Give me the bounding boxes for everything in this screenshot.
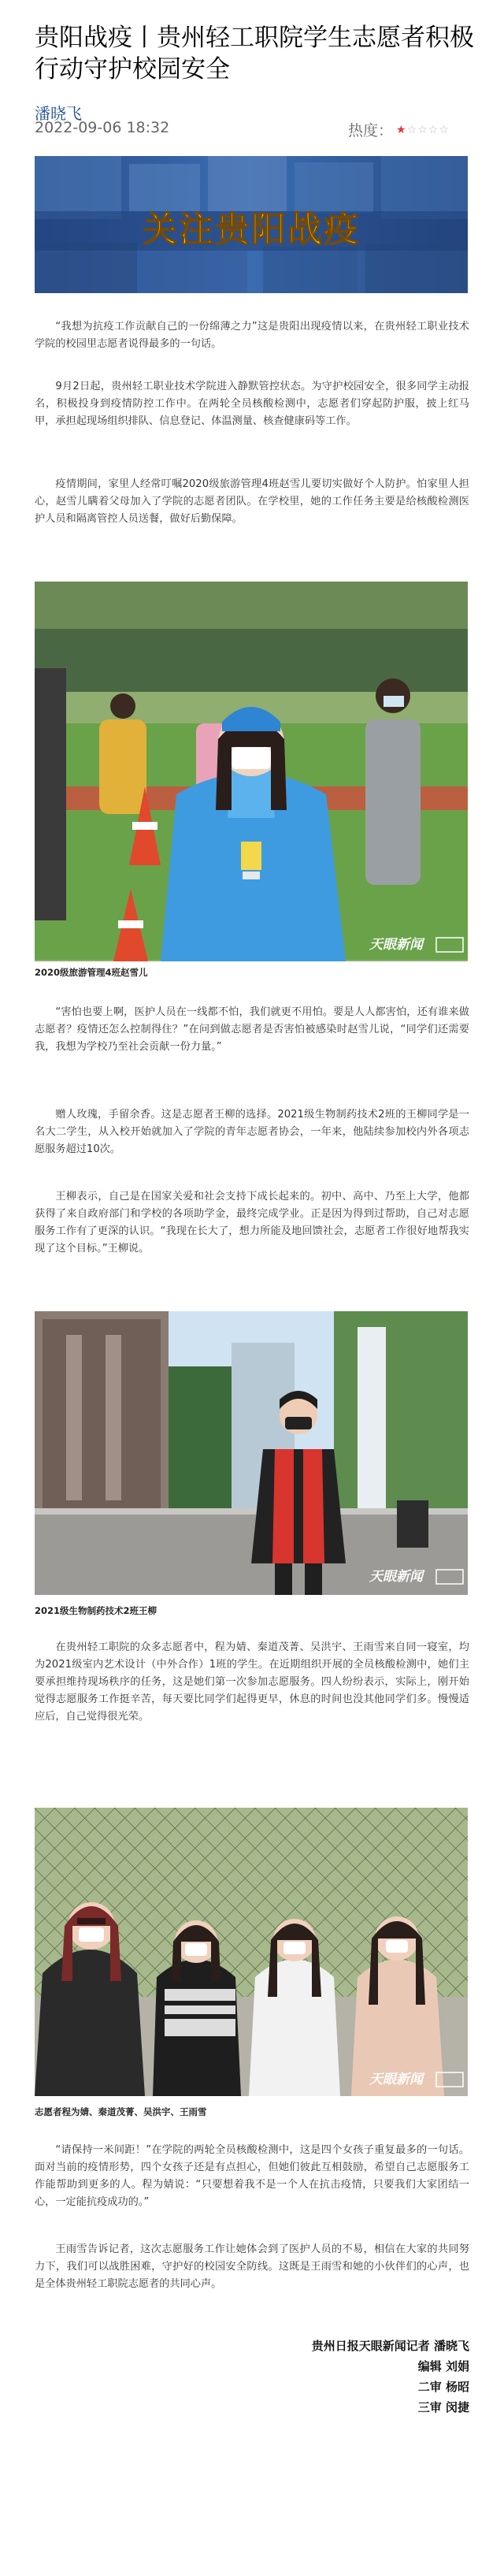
paragraph-4: “害怕也要上啊，医护人员在一线都不怕，我们就更不用怕。要是人人都害怕，还有谁来做志愿者？疫情还怎么控制得住？”在问到做志愿者是否害怕被感染时赵雪儿说，“同学们还需要我，我想为学校乃至社会贡献一份力量。”: [35, 1006, 469, 1053]
paragraph-9: 王雨雪告诉记者，这次志愿服务工作让她体会到了医护人员的不易，相信在大家的共同努力下，我们可以战胜困难，守护好的校园安全防线。这既是王雨雪和她的小伙伴们的心声，也是全体贵州轻工职院志愿者的共同心声。: [35, 2243, 469, 2290]
photo-zhao-xueer: [35, 582, 468, 961]
banner-text: 关注贵阳战疫: [143, 210, 360, 250]
watermark-text: 天眼新闻: [369, 1569, 423, 1585]
publish-date: 2022-09-06 18:32: [35, 119, 170, 136]
watermark-text: 天眼新闻: [369, 937, 423, 953]
caption-2: 2021级生物制药技术2班王柳: [35, 1605, 158, 1616]
article-title: 贵阳战疫丨贵州轻工职院学生志愿者积极行动守护校园安全: [35, 24, 474, 84]
heat-stars: [396, 124, 450, 136]
credit-reporter: 贵州日报天眼新闻记者 潘晓飞: [311, 2339, 469, 2353]
caption-3: 志愿者程为婧、秦道茂菁、吴洪宇、王雨雪: [35, 2106, 207, 2117]
paragraph-3: 疫情期间，家里人经常叮嘱2020级旅游管理4班赵雪儿要切实做好个人防护。怕家里人担心，赵雪儿瞒着父母加入了学院的志愿者团队。在学校里，她的工作任务主要是给核酸检测医护人员和隔离管控人员送餐，做好后勤保障。: [35, 478, 469, 525]
watermark-text: 天眼新闻: [369, 2072, 423, 2087]
photo-four-volunteers: [35, 1808, 468, 2096]
paragraph-6: 王柳表示，自己是在国家关爱和社会支持下成长起来的。初中、高中、乃至上大学，他都获得了来自政府部门和学校的各项助学金，最终完成学业。正是因为得到过帮助，自己对志愿服务工作有了更深的认识。“我现在长大了，想力所能及地回馈社会，志愿者工作很好地帮我实现了这个目标。”王柳说。: [35, 1191, 469, 1255]
credit-editor: 编辑 刘娟: [417, 2359, 469, 2373]
paragraph-2: 9月2日起，贵州轻工职业技术学院进入静默管控状态。为守护校园安全，很多同学主动报名，积极投身到疫情防控工作中。在两轮全员核酸检测中，志愿者们穿起防护服，披上红马甲，承担起现场组织排队、信息登记、体温测量、核查健康码等工作。: [35, 381, 469, 427]
paragraph-5: 赠人玫瑰，手留余香。这是志愿者王柳的选择。2021级生物制药技术2班的王柳同学是一名大二学生，从入校开始就加入了学院的青年志愿者协会，一年来，他陆续参加校内外各项志愿服务超过10次。: [35, 1109, 469, 1155]
author-name[interactable]: 潘晓飞: [35, 104, 82, 123]
star-empty-icon: ☆☆☆☆: [406, 123, 450, 136]
caption-1: 2020级旅游管理4班赵雪儿: [35, 967, 148, 978]
paragraph-7: 在贵州轻工职院的众多志愿者中，程为婧、秦道茂菁、吴洪宇、王雨雪来自同一寝室，均为2021级室内艺术设计（中外合作）1班的学生。在近期组织开展的全员核酸检测中，她们主要承担维持现场秩序的任务，这是她们第一次参加志愿服务。四人纷纷表示，实际上，刚开始觉得志愿服务工作挺辛苦，每天要比同学们起得更早，休息的时间也没其他同学们多。慢慢适应后，自己觉得很光荣。: [35, 1641, 469, 1723]
paragraph-1: “我想为抗疫工作贡献自己的一份绵薄之力”这是贵阳出现疫情以来，在贵州轻工职业技术学院的校园里志愿者说得最多的一句话。: [35, 321, 469, 350]
credit-third-review: 三审 闵捷: [417, 2400, 469, 2414]
banner-image: [35, 156, 468, 293]
credit-second-review: 二审 杨昭: [417, 2380, 469, 2394]
star-filled-icon: ★: [396, 123, 407, 136]
heat-label: 热度：: [348, 122, 394, 139]
credits: [312, 2336, 469, 2418]
heat-rating: [348, 119, 450, 140]
photo-wang-liu: [35, 1311, 468, 1595]
paragraph-8: “请保持一米间距！”在学院的两轮全员核酸检测中，这是四个女孩子重复最多的一句话。面对当前的疫情形势，四个女孩子还是有点担心，但她们彼此互相鼓励，希望自己志愿服务工作能帮助到更多的人。程为婧说：“只要想着我不是一个人在抗击疫情，只要我们大家团结一心，一定能抗疫成功的。”: [35, 2144, 469, 2208]
